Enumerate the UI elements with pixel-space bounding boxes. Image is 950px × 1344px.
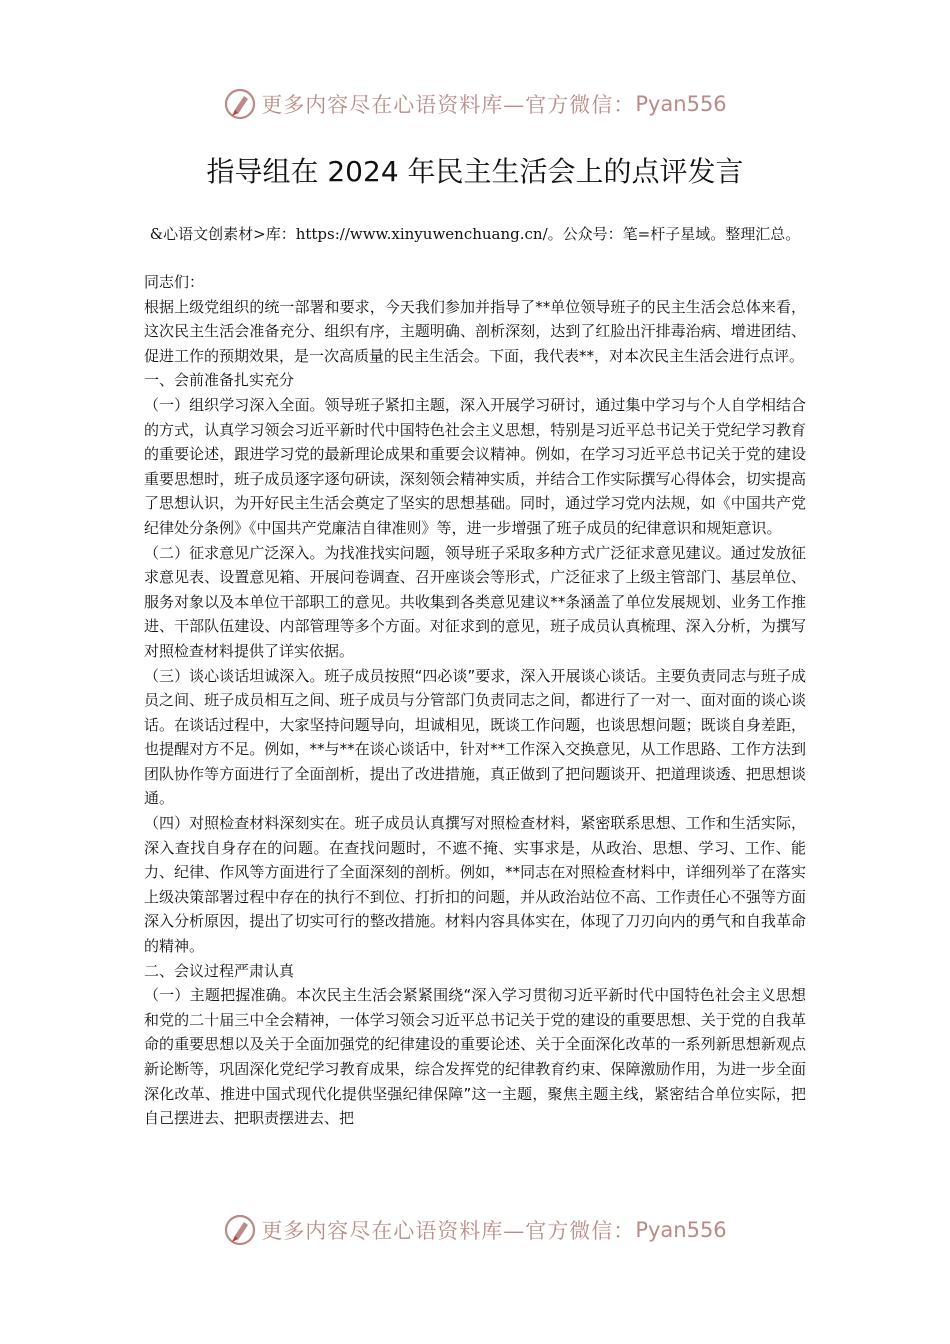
paragraph-1-2: （二）征求意见广泛深入。为找准找实问题，领导班子采取多种方式广泛征求意见建议。通过发放征求意见表、设置意见箱、开展问卷调查、召开座谈会等形式，广泛征求了上级主管部门、基层单位、服务对象以及本单位干部职工的意见。共收集到各类意见建议**条涵盖了单位发展规划、业务工作推进、干部队伍建设、内部管理等多个方面。对征求到的意见，班子成员认真梳理、深入分析，为撰写对照检查材料提供了详实依据。 xyxy=(144,543,806,660)
banner-text: 更多内容尽在心语资料库—官方微信： xyxy=(261,93,636,117)
salutation: 同志们： xyxy=(144,273,205,291)
banner-text: 更多内容尽在心语资料库—官方微信： xyxy=(261,1219,636,1243)
banner-handle: Pyan556 xyxy=(635,1218,727,1242)
paragraph-1-1: （一）组织学习深入全面。领导班子紧扣主题，深入开展学习研讨，通过集中学习与个人自学相结合的方式，认真学习领会习近平新时代中国特色社会主义思想，特别是习近平总书记关于党纪学习教育的重要论述，跟进学习党的最新理论成果和重要会议精神。例如，在学习习近平总书记关于党的建设重要思想时，班子成员逐字逐句研读，深刻领会精神实质，并结合工作实际撰写心得体会，切实提高了思想认识，为开好民主生活会奠定了坚实的思想基础。同时，通过学习党内法规，如《中国共产党纪律处分条例》《中国共产党廉洁自律准则》等，进一步增强了班子成员的纪律意识和规矩意识。 xyxy=(144,395,806,537)
footer-banner xyxy=(0,1210,950,1250)
section-heading-1: 一、会前准备扎实充分 xyxy=(144,371,295,390)
section-heading-2: 二、会议过程严肃认真 xyxy=(144,961,295,980)
pen-nib-logo-icon xyxy=(223,1213,257,1247)
banner-handle: Pyan556 xyxy=(635,92,727,116)
pen-nib-logo-icon xyxy=(223,87,257,121)
paragraph-1-3: （三）谈心谈话坦诚深入。班子成员按照“四必谈”要求，深入开展谈心谈话。主要负责同志与班子成员之间、班子成员相互之间、班子成员与分管部门负责同志之间，都进行了一对一、面对面的谈心谈话。在谈话过程中，大家坚持问题导向，坦诚相见，既谈工作问题，也谈思想问题；既谈自身差距，也提醒对方不足。例如，**与**在谈心谈话中，针对**工作深入交换意见，从工作思路、工作方法到团队协作等方面进行了全面剖析，提出了改进措施，真正做到了把问题谈开、把道理谈透、把思想谈通。 xyxy=(144,666,806,808)
page-title: 指导组在 2024 年民主生活会上的点评发言 xyxy=(206,155,744,188)
header-banner xyxy=(0,84,950,124)
paragraph-1-4: （四）对照检查材料深刻实在。班子成员认真撰写对照检查材料，紧密联系思想、工作和生活实际，深入查找自身存在的问题。在查找问题时，不遮不掩、实事求是，从政治、思想、学习、工作、能力、纪律、作风等方面进行了全面深刻的剖析。例如，**同志在对照检查材料中，详细列举了在落实上级决策部署过程中存在的执行不到位、打折扣的问题，并从政治站位不高、工作责任心不强等方面深入分析原因，提出了切实可行的整改措施。材料内容具体实在，体现了刀刃向内的勇气和自我革命的精神。 xyxy=(144,814,806,956)
source-line: &心语文创素材>库：https://www.xinyuwenchuang.cn/。公众号：笔=杆子星域。整理汇总。 xyxy=(149,225,801,243)
intro-paragraph: 根据上级党组织的统一部署和要求，今天我们参加并指导了**单位领导班子的民主生活会总体来看，这次民主生活会准备充分、组织有序，主题明确、剖析深刻，达到了红脸出汗排毒治病、增进团结、促进工作的预期效果，是一次高质量的民主生活会。下面，我代表**，对本次民主生活会进行点评。 xyxy=(144,297,806,365)
paragraph-2-1: （一）主题把握准确。本次民主生活会紧紧围绕“深入学习贯彻习近平新时代中国特色社会主义思想和党的二十届三中全会精神，一体学习领会习近平总书记关于党的建设的重要思想、关于党的自我革命的重要思想以及关于全面加强党的纪律建设的重要论述、关于全面深化改革的一系列新思想新观点新论断等，巩固深化党纪学习教育成果，综合发挥党的纪律教育约束、保障激励作用，为进一步全面深化改革、推进中国式现代化提供坚强纪律保障”这一主题，聚焦主题主线，紧密结合单位实际，把自己摆进去、把职责摆进去、把 xyxy=(144,986,806,1128)
document-body xyxy=(144,270,806,1131)
